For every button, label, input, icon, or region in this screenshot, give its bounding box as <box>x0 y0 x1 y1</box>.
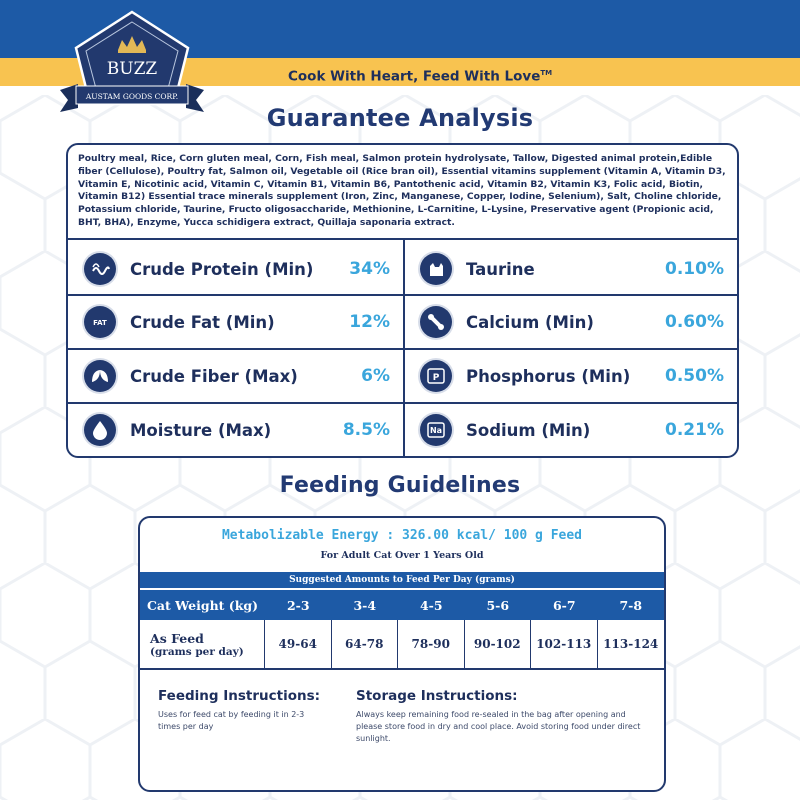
weight-cell: 4-5 <box>419 597 443 613</box>
table-header-row <box>140 590 664 620</box>
feed-label-main: As Feed <box>150 630 204 646</box>
divider <box>403 240 405 458</box>
slogan: Cook With Heart, Feed With Love™ <box>288 68 553 85</box>
nutrient-value: 0.50% <box>665 366 724 386</box>
fiber-leaf-icon <box>84 360 116 392</box>
phosphorus-icon <box>420 360 452 392</box>
storage-instructions-title: Storage Instructions: <box>356 688 518 704</box>
nutrient-value: 0.10% <box>665 259 724 279</box>
nutrient-label: Sodium (Min) <box>466 420 591 440</box>
weight-cell: 5-6 <box>486 597 510 613</box>
weight-cell: 2-3 <box>286 597 310 613</box>
table-row <box>140 620 664 670</box>
nutrient-label: Crude Protein (Min) <box>130 259 314 279</box>
nutrient-label: Moisture (Max) <box>130 420 272 440</box>
amount-cell: 78-90 <box>398 620 465 668</box>
storage-instructions-text: Always keep remaining food re-sealed in the bag after opening and please store food in dry and cool place. Avoid storing food under direct sunlight. <box>356 710 641 743</box>
logo-ribbon-text: AUSTAM GOODS CORP. <box>85 92 179 101</box>
logo-wordmark: BUZZ <box>106 59 158 79</box>
sodium-icon <box>420 414 452 446</box>
svg-text:FAT: FAT <box>93 319 107 327</box>
fat-icon <box>84 306 116 338</box>
amount-cell: 90-102 <box>465 620 532 668</box>
nutrient-taurine <box>420 244 724 294</box>
table-caption: Suggested Amounts to Feed Per Day (grams) <box>140 572 664 588</box>
protein-icon <box>84 253 116 285</box>
svg-text:Na: Na <box>429 426 443 435</box>
nutrient-label: Crude Fat (Min) <box>130 312 275 332</box>
amount-cell: 113-124 <box>603 637 659 651</box>
nutrient-calcium <box>420 297 724 347</box>
guarantee-analysis-box <box>66 143 739 458</box>
nutrient-value: 34% <box>349 259 390 279</box>
weight-cell: 3-4 <box>353 597 377 613</box>
nutrient-label: Taurine <box>466 259 535 279</box>
metabolizable-energy: Metabolizable Energy : 326.00 kcal/ 100 g Feed <box>221 528 583 543</box>
nutrient-phosphorus <box>420 351 724 401</box>
feed-label-unit: (grams per day) <box>150 645 244 658</box>
nutrient-moisture <box>84 405 390 455</box>
weight-label: Cat Weight (kg) <box>146 597 259 613</box>
amount-cell: 102-113 <box>531 620 598 668</box>
nutrient-value: 0.60% <box>665 312 724 332</box>
nutrient-value: 8.5% <box>342 420 390 440</box>
guarantee-analysis-title: Guarantee Analysis <box>266 104 534 132</box>
nutrient-value: 12% <box>349 312 390 332</box>
nutrient-value: 0.21% <box>665 420 724 440</box>
ingredients-text: Poultry meal, Rice, Corn gluten meal, Corn, Fish meal, Salmon protein hydrolysate, Tallow, Digested animal protein,Edible fiber (Cellulose), Poultry fat, Salmon oil, Vegetable oil (Rice bran oil), Essential vitamins supplement (Vitamin A, Vitamin D3, Vitamin E, Nicotinic acid, Vitamin C, Vitamin B1, Vitamin B6, Pantothenic acid, Vitamin B2, Vitamin K3, Folic acid, Biotin, Vitamin B12) Essential trace minerals supplement (Iron, Zinc, Manganese, Copper, Iodine, Selenium), Salt, Choline chloride, Potassium chloride, Taurine, Fructo oligosaccharide, Methionine, L-Carnitine, L-Lysine, Preservative agent (Propionic acid, BHT, BHA), Enzyme, Yucca schidigera extract, Quillaja saponaria extract. <box>78 153 726 228</box>
feeding-guidelines-box <box>138 516 666 792</box>
feed-label <box>140 620 265 668</box>
taurine-cat-icon <box>420 253 452 285</box>
feeding-instructions-text: Uses for feed cat by feeding it in 2-3 times per day <box>158 710 305 731</box>
buzz-logo <box>58 8 206 116</box>
nutrient-crude-fiber <box>84 351 390 401</box>
svg-text:P: P <box>432 373 440 383</box>
amount-cell: 64-78 <box>332 620 399 668</box>
calcium-bone-icon <box>420 306 452 338</box>
nutrient-crude-fat <box>84 297 390 347</box>
nutrient-label: Crude Fiber (Max) <box>130 366 298 386</box>
nutrient-label: Calcium (Min) <box>466 312 594 332</box>
nutrient-crude-protein <box>84 244 390 294</box>
amount-cell: 49-64 <box>265 620 332 668</box>
nutrient-value: 6% <box>361 366 390 386</box>
weight-cell: 7-8 <box>619 597 643 613</box>
feeding-instructions-title: Feeding Instructions: <box>158 688 321 704</box>
weight-cell: 6-7 <box>552 597 576 613</box>
feeding-guidelines-title: Feeding Guidelines <box>279 473 521 498</box>
nutrient-label: Phosphorus (Min) <box>466 366 631 386</box>
moisture-drop-icon <box>84 414 116 446</box>
nutrient-sodium <box>420 405 724 455</box>
target-audience: For Adult Cat Over 1 Years Old <box>320 550 484 561</box>
